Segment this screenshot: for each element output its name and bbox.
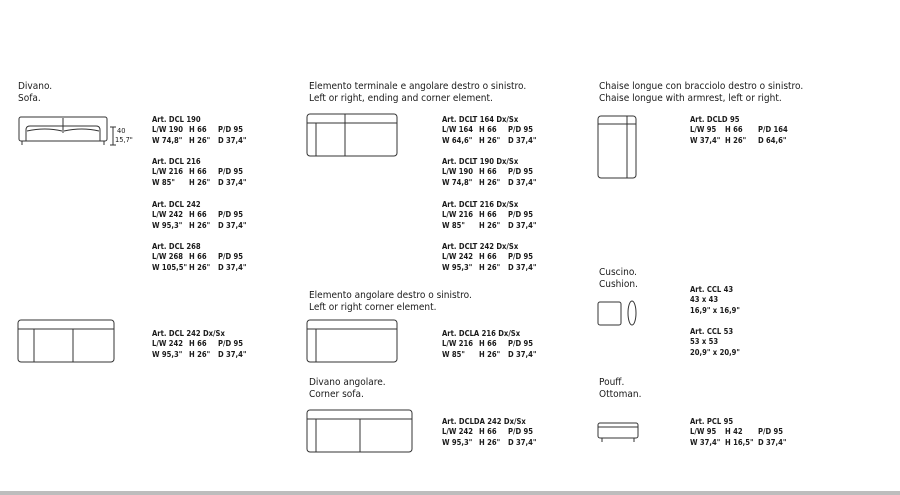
corner-sofa-drawing — [307, 410, 412, 452]
sofa-dx-sx-top-drawing — [18, 320, 114, 362]
spec-value: H 26" — [479, 349, 501, 359]
spec-value: L/W 216 — [442, 339, 474, 349]
spec-value: P/D 95 — [218, 339, 244, 349]
spec-value: H 66 — [479, 167, 497, 177]
spec-value: H 16,5" — [725, 437, 754, 447]
spec-value: P/D 164 — [758, 125, 788, 135]
spec-value: L/W 242 — [152, 339, 184, 349]
spec-value: P/D 95 — [218, 210, 244, 220]
title-italian: Cuscino. — [599, 267, 638, 278]
spec-value: Art. DCL 268 — [152, 242, 201, 251]
spec-value: H 66 — [479, 427, 497, 437]
spec-value: H 26" — [479, 262, 501, 272]
spec-value: W 95,3" — [152, 349, 183, 359]
spec-value: W 95,3" — [152, 220, 183, 230]
title-english: Corner sofa. — [309, 389, 364, 400]
spec-value: H 26" — [479, 220, 501, 230]
chaise-section-title — [599, 81, 803, 105]
spec-value: Art. DCLDA 242 Dx/Sx — [442, 417, 526, 426]
spec-value: 40 — [117, 126, 126, 135]
spec-value: H 26" — [189, 135, 211, 145]
spec-value: W 74,8" — [442, 177, 473, 187]
spec-value: D 37,4" — [508, 349, 537, 359]
spec-value: Art. PCL 95 — [690, 417, 734, 426]
corner-element-drawing — [307, 320, 397, 362]
chaise-longue-drawing — [598, 116, 636, 178]
title-italian: Elemento terminale e angolare destro o sinistro. — [309, 81, 527, 92]
spec-value: P/D 95 — [508, 252, 534, 262]
spec-value: D 37,4" — [758, 437, 787, 447]
spec-value: H 26" — [479, 437, 501, 447]
spec-value: W 37,4" — [690, 135, 721, 145]
title-english: Sofa. — [18, 93, 41, 104]
spec-value: W 105,5" — [152, 262, 188, 272]
ottoman-drawing — [598, 423, 638, 442]
spec-value: W 85" — [442, 349, 465, 359]
spec-value: P/D 95 — [218, 125, 244, 135]
spec-value: W 95,3" — [442, 437, 473, 447]
spec-value: H 42 — [725, 427, 743, 437]
title-english: Left or right corner element. — [309, 302, 437, 313]
spec-value: H 66 — [189, 210, 207, 220]
title-italian: Divano angolare. — [309, 377, 386, 388]
sofa-section-title — [18, 81, 52, 105]
spec-value: P/D 95 — [508, 339, 534, 349]
spec-value: H 66 — [189, 339, 207, 349]
spec-value: D 37,4" — [508, 177, 537, 187]
spec-value: D 37,4" — [508, 220, 537, 230]
spec-value: H 26" — [189, 349, 211, 359]
title-italian: Pouff. — [599, 377, 625, 388]
spec-value: D 37,4" — [218, 262, 247, 272]
spec-value: D 64,6" — [758, 135, 787, 145]
spec-value: D 37,4" — [218, 220, 247, 230]
title-english: Cushion. — [599, 279, 638, 290]
spec-value: Art. DCLA 216 Dx/Sx — [442, 329, 521, 338]
cushion-section-title — [599, 267, 638, 291]
spec-value: W 95,3" — [442, 262, 473, 272]
spec-value: P/D 95 — [758, 427, 784, 437]
title-english: Chaise longue with armrest, left or right. — [599, 93, 782, 104]
spec-value: Art. CCL 53 — [690, 327, 734, 336]
spec-value: Art. CCL 43 — [690, 285, 734, 294]
spec-value: H 26" — [189, 220, 211, 230]
spec-value: D 37,4" — [218, 177, 247, 187]
spec-value: 53 x 53 — [690, 337, 719, 347]
sofa-front-drawing — [19, 117, 107, 145]
spec-value: W 85" — [442, 220, 465, 230]
spec-value: H 66 — [189, 125, 207, 135]
corner-sofa-section-title — [309, 377, 386, 401]
spec-value: D 37,4" — [508, 262, 537, 272]
spec-value: W 64,6" — [442, 135, 473, 145]
pouf-section-title — [599, 377, 641, 401]
spec-value: H 26" — [189, 177, 211, 187]
spec-value: Art. DCLD 95 — [690, 115, 740, 124]
spec-value: H 66 — [479, 125, 497, 135]
spec-value: Art. DCLT 164 Dx/Sx — [442, 115, 519, 124]
title-english: Left or right, ending and corner element. — [309, 93, 493, 104]
spec-value: P/D 95 — [218, 252, 244, 262]
spec-value: Art. DCL 242 Dx/Sx — [152, 329, 225, 338]
spec-value: Art. DCLT 242 Dx/Sx — [442, 242, 519, 251]
spec-value: W 37,4" — [690, 437, 721, 447]
title-english: Ottoman. — [599, 389, 642, 400]
title-italian: Elemento angolare destro o sinistro. — [309, 290, 472, 301]
spec-value: Art. DCLT 216 Dx/Sx — [442, 200, 519, 209]
title-italian: Chaise longue con bracciolo destro o sinistro. — [599, 81, 804, 92]
spec-value: L/W 216 — [152, 167, 184, 177]
spec-value: W 74,8" — [152, 135, 183, 145]
spec-value: Art. DCLT 190 Dx/Sx — [442, 157, 519, 166]
spec-value: H 66 — [189, 252, 207, 262]
spec-value: D 37,4" — [508, 135, 537, 145]
spec-value: 43 x 43 — [690, 295, 719, 305]
spec-value: D 37,4" — [218, 349, 247, 359]
spec-value: H 26" — [479, 135, 501, 145]
spec-value: H 66 — [479, 210, 497, 220]
terminal-element-drawing — [307, 114, 397, 156]
spec-value: 15,7" — [115, 135, 133, 144]
spec-value: L/W 95 — [690, 125, 717, 135]
spec-value: H 26" — [479, 177, 501, 187]
spec-value: H 26" — [189, 262, 211, 272]
spec-value: L/W 242 — [442, 252, 474, 262]
spec-value: Art. DCL 190 — [152, 115, 201, 124]
spec-value: H 66 — [479, 252, 497, 262]
spec-value: L/W 95 — [690, 427, 717, 437]
spec-value: P/D 95 — [508, 167, 534, 177]
spec-value: L/W 190 — [442, 167, 474, 177]
spec-value: H 66 — [479, 339, 497, 349]
spec-value: L/W 164 — [442, 125, 474, 135]
spec-value: L/W 242 — [442, 427, 474, 437]
terminal-section-title — [309, 81, 526, 105]
spec-value: P/D 95 — [508, 427, 534, 437]
spec-value: 20,9" x 20,9" — [690, 347, 740, 357]
spec-value: D 37,4" — [508, 437, 537, 447]
spec-value: L/W 242 — [152, 210, 184, 220]
spec-value: L/W 216 — [442, 210, 474, 220]
spec-value: H 26" — [725, 135, 747, 145]
spec-value: 16,9" x 16,9" — [690, 305, 740, 315]
spec-value: P/D 95 — [508, 210, 534, 220]
cushion-drawing — [598, 301, 636, 325]
spec-value: L/W 190 — [152, 125, 184, 135]
spec-value: Art. DCL 216 — [152, 157, 201, 166]
page-bottom-border — [0, 491, 900, 495]
spec-value: H 66 — [725, 125, 743, 135]
corner-element-section-title — [309, 290, 472, 314]
spec-value: W 85" — [152, 177, 175, 187]
spec-value: D 37,4" — [218, 135, 247, 145]
spec-value: H 66 — [189, 167, 207, 177]
height-dimension-label — [117, 126, 133, 144]
spec-value: Art. DCL 242 — [152, 200, 201, 209]
spec-value: P/D 95 — [508, 125, 534, 135]
title-italian: Divano. — [18, 81, 53, 92]
spec-value: L/W 268 — [152, 252, 184, 262]
spec-value: P/D 95 — [218, 167, 244, 177]
